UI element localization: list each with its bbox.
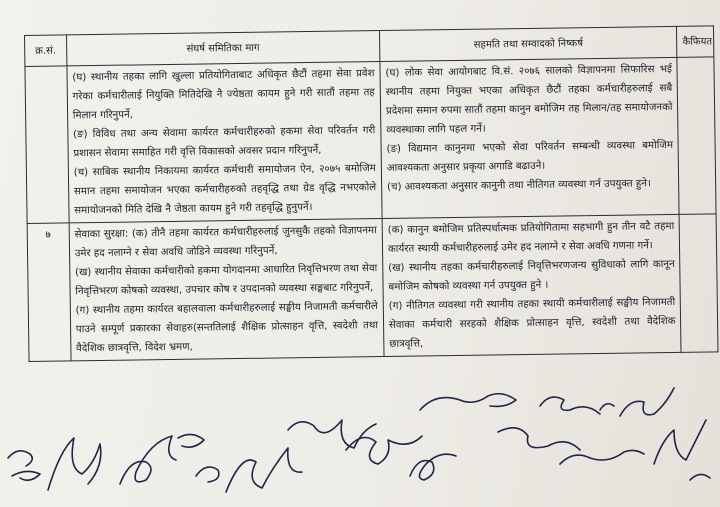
signature-area [0,380,720,507]
demand-item: (च) साबिक स्थानीय निकायमा कार्यरत कर्मचारी समायोजन ऐन, २०७५ बमोजिम समान तहमा समायोजन भएका कर्मचारीहरुको तहवृद्धि तथा ग्रेड वृद्धि नभएकोले समायोजनको मिति देखि नै जेष्ठता कायम हुने गरी तहवृद्धि हुनुपर्ने। [73,163,377,217]
signature-14 [654,420,706,464]
signature-3 [120,436,176,484]
agreement-item: (ङ) विद्यमान कानुनमा भएको सेवा परिवर्तन सम्बन्धी व्यवस्था बमोजिम आवश्यकता अनुसार प्रकृया अगाडि बढाउने। [386,139,674,174]
signature-6 [288,420,376,448]
demand-item: (ङ) विविध तथा अन्य सेवामा कार्यरत कर्मचारीहरुको हकमा सेवा परिवर्तन गरी प्रशासन सेवामा समाहित गरी वृत्ति विकासको अवसर प्रदान गरिनुपर्ने, [73,125,376,160]
agreement-cell [382,214,681,356]
signature-10 [498,428,580,450]
agreement-cell [380,57,680,218]
demand-cell [69,219,384,361]
demand-cell [67,62,382,223]
signature-4 [178,434,219,482]
serial-cell: ७ [27,223,71,362]
remark-cell [677,57,716,214]
agreement-item: (च) आवश्यकता अनुसार कानुनी तथा नीतिगत व्यवस्था गर्न उपयुक्त हुने। [387,178,651,193]
agreement-table [24,25,718,362]
serial-cell [25,66,69,224]
demand-item: (ख) स्थानीय सेवाका कर्मचारीको हकमा योगदानमा आधारित निवृत्तिभरण तथा सेवा निवृत्तिभरण कोषको व्यवस्था, उपचार कोष र उपदानको व्यवस्था सङ्घबाट गरिनुपर्ने, [74,263,378,298]
demand-item: (ग) स्थानीय तहमा कार्यरत बहालवाला कर्मचारीहरुलाई सङ्घीय निजामती कर्मचारीले पाउने सम्पूर्ण प्रकारका सेवाहरु(सन्ततिलाई शैक्षिक प्रोत्साहन वृत्ति, स्वदेशी तथा वैदेशिक छात्रवृत्ति, विदेश भ्रमण, [75,301,379,355]
handwritten-signatures [0,380,720,507]
table-row [25,57,716,224]
header-remark: कैफियत [677,26,714,58]
agreement-item: (घ) लोक सेवा आयोगबाट वि.सं. २०७६ सालको विज्ञापनमा सिफारिस भई स्थानीय तहमा नियुक्त भएका अधिकृत छैटौं तहका कर्मचारीहरुलाई सबै प्रदेशमा समान रुपमा सातौं तहमा कानुन बमोजिम तह मिलान/तह समायोजनको व्यवस्थाका लागि पहल गर्ने। [385,63,673,136]
signature-12 [560,450,644,464]
header-demand: संघर्ष समितिका माग [66,31,380,66]
table-row [27,214,718,362]
agreement-item: (ख) स्थानीय तहका कर्मचारीहरुलाई निवृत्तिभरणजन्य सुविधाको लागि कानून बमोजिम कोषको व्यवस्था गर्न उपयुक्त हुने । [388,258,675,293]
signature-15 [600,404,710,480]
signature-5 [226,448,302,492]
header-serial: क्र.सं. [25,35,67,67]
signature-7 [346,436,422,464]
demand-item: (घ) स्थानीय तहका लागि खुल्ला प्रतियोगिताबाट अधिकृत छैटौं तहमा सेवा प्रवेश गरेका कर्मचारीलाई नियुक्ति मितिदेखि नै ज्येष्ठता कायम हुने गरी सातौं तहमा तह मिलान गरिनुपर्ने, [72,68,375,122]
signature-11 [540,397,600,414]
signature-1 [8,451,40,480]
header-agreement: सहमति तथा सम्वादको निष्कर्ष [379,26,677,61]
signature-2 [48,438,101,490]
demand-item: सेवाका सुरक्षा: (क) तीनै तहमा कार्यरत कर्मचारीहरुलाई जुनसुकै तहको विज्ञापनमा उमेर हद नलाग्ने र सेवा अवधि जोडिने व्यवस्था गरिनुपर्ने, [74,225,377,260]
agreement-item: (ग) नीतिगत व्यवस्था गरी स्थानीय तहका स्थायी कर्मचारीलाई सङ्घीय निजामती सेवाका कर्मचारी सरहको शैक्षिक प्रोत्साहन वृत्ति, स्वदेशी तथा वैदेशिक छात्रवृत्ति, [388,296,676,350]
remark-cell [680,214,718,352]
agreement-item: (क) कानुन बमोजिम प्रतिस्पर्धात्मक प्रतियोगितामा सहभागी हुन तीन वटै तहमा कार्यरत स्थायी कर्मचारीहरुलाई उमेर हद नलाग्ने र सेवा अवधि गणना गर्ने। [387,220,675,255]
signature-8 [410,454,456,480]
signature-13 [620,388,674,416]
signature-9 [420,394,516,410]
